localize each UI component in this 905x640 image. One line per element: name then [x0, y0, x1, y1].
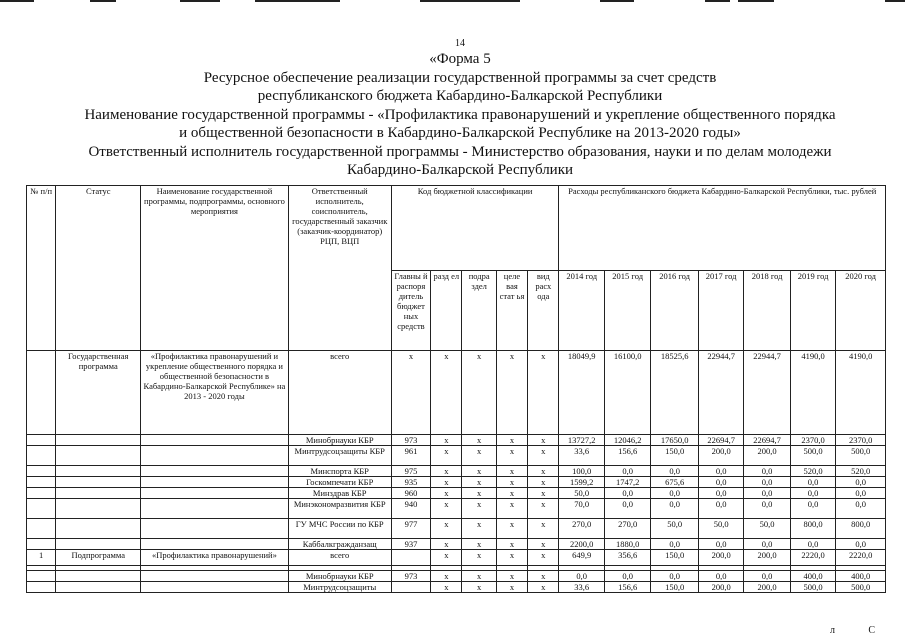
- cell-value: 200,0: [698, 550, 743, 566]
- cell-value: 12046,2: [604, 435, 650, 446]
- table-row: [27, 446, 886, 466]
- cell-executor: Госкомпечати КБР: [288, 477, 391, 488]
- cell-code: 961: [391, 446, 430, 466]
- cell-code: x: [462, 446, 496, 466]
- cell-executor: Каббалкгражданзащ: [288, 539, 391, 550]
- cell-name: [141, 477, 289, 488]
- cell-value: 270,0: [559, 519, 604, 539]
- cell-status: [56, 488, 141, 499]
- cell-value: 2370,0: [836, 435, 886, 446]
- col-header-code: целе вая стат ья: [496, 271, 527, 351]
- cell-value: 18049,9: [559, 351, 604, 435]
- cell-status: [56, 539, 141, 550]
- cell-executor: Минспорта КБР: [288, 466, 391, 477]
- cell-code: x: [496, 539, 527, 550]
- col-header-code: разд ел: [431, 271, 462, 351]
- cell-code: x: [496, 466, 527, 477]
- form-label: «Форма 5: [429, 51, 491, 67]
- cell-code: x: [462, 477, 496, 488]
- cell-code: x: [528, 571, 559, 582]
- cell-value: 0,0: [651, 499, 698, 519]
- cell-value: 2200,0: [559, 539, 604, 550]
- cell-code: x: [462, 582, 496, 593]
- cell-value: 649,9: [559, 550, 604, 566]
- cell-code: x: [462, 488, 496, 499]
- cell-executor: всего: [288, 550, 391, 566]
- cell-value: 50,0: [698, 519, 743, 539]
- cell-value: 22944,7: [744, 351, 790, 435]
- cell-value: 500,0: [836, 446, 886, 466]
- cell-value: 0,0: [836, 539, 886, 550]
- cell-name: [141, 582, 289, 593]
- cell-value: 0,0: [698, 571, 743, 582]
- cell-value: 1599,2: [559, 477, 604, 488]
- cell-value: 50,0: [744, 519, 790, 539]
- cell-name: [141, 435, 289, 446]
- cell-executor: Минобрнауки КБР: [288, 571, 391, 582]
- cell-value: 0,0: [790, 499, 835, 519]
- cell-code: x: [431, 582, 462, 593]
- document-heading: [0, 50, 905, 180]
- cell-value: 2220,0: [836, 550, 886, 566]
- cell-num: [27, 519, 56, 539]
- executor-line: Кабардино-Балкарской Республики: [346, 162, 574, 178]
- cell-code: 973: [391, 571, 430, 582]
- cell-value: 156,6: [604, 582, 650, 593]
- cell-value: 17650,0: [651, 435, 698, 446]
- cell-code: x: [431, 499, 462, 519]
- scan-edge-mark: [600, 0, 634, 2]
- cell-name: [141, 539, 289, 550]
- cell-num: [27, 499, 56, 519]
- table-row: [27, 351, 886, 435]
- cell-code: x: [528, 539, 559, 550]
- cell-value: 0,0: [651, 466, 698, 477]
- cell-code: x: [528, 477, 559, 488]
- cell-value: 150,0: [651, 582, 698, 593]
- cell-value: 0,0: [698, 499, 743, 519]
- cell-code: x: [431, 488, 462, 499]
- cell-code: x: [462, 519, 496, 539]
- cell-code: x: [431, 571, 462, 582]
- cell-code: x: [496, 571, 527, 582]
- cell-value: 4190,0: [790, 351, 835, 435]
- cell-code: x: [462, 466, 496, 477]
- table-row: [27, 539, 886, 550]
- cell-value: 0,0: [744, 539, 790, 550]
- cell-num: [27, 582, 56, 593]
- cell-code: x: [528, 435, 559, 446]
- table-row: [27, 571, 886, 582]
- cell-value: 356,6: [604, 550, 650, 566]
- cell-code: x: [431, 539, 462, 550]
- header-row: [27, 186, 886, 271]
- cell-value: 50,0: [559, 488, 604, 499]
- page-number: 14: [455, 38, 465, 49]
- cell-code: x: [462, 351, 496, 435]
- cell-value: 0,0: [698, 466, 743, 477]
- cell-num: [27, 571, 56, 582]
- cell-value: 0,0: [559, 571, 604, 582]
- cell-code: x: [528, 499, 559, 519]
- cell-name: «Профилактика правонарушений и укрепление общественного порядка и общественной безопасности в Кабардино-Балкарской Республике» на 2013 - 2020 годы: [141, 351, 289, 435]
- col-header-status: Статус: [56, 186, 141, 351]
- col-header-year: 2018 год: [744, 271, 790, 351]
- cell-value: 270,0: [604, 519, 650, 539]
- cell-value: 0,0: [744, 466, 790, 477]
- cell-code: 973: [391, 435, 430, 446]
- cell-value: 500,0: [790, 582, 835, 593]
- cell-code: x: [528, 351, 559, 435]
- table-row: [27, 488, 886, 499]
- cell-name: «Профилактика правонарушений»: [141, 550, 289, 566]
- cell-status: [56, 519, 141, 539]
- cell-code: x: [528, 582, 559, 593]
- col-header-year: 2019 год: [790, 271, 835, 351]
- cell-value: 0,0: [604, 488, 650, 499]
- table-row: [27, 550, 886, 566]
- executor-line: Ответственный исполнитель государственной программы - Министерство образования, науки и по делам молодежи: [88, 143, 832, 160]
- cell-executor: ГУ МЧС России по КБР: [288, 519, 391, 539]
- cell-value: 150,0: [651, 550, 698, 566]
- cell-name: [141, 466, 289, 477]
- cell-executor: Минобрнауки КБР: [288, 435, 391, 446]
- cell-code: x: [496, 519, 527, 539]
- cell-name: [141, 488, 289, 499]
- cell-code: x: [462, 571, 496, 582]
- col-header-expenses: Расходы республиканского бюджета Кабардино-Балкарской Республики, тыс. рублей: [559, 186, 886, 271]
- scan-edge-mark: [885, 0, 905, 2]
- cell-code: 937: [391, 539, 430, 550]
- cell-code: x: [528, 550, 559, 566]
- cell-value: 2220,0: [790, 550, 835, 566]
- cell-status: [56, 477, 141, 488]
- cell-value: 0,0: [836, 499, 886, 519]
- cell-executor: Минэкономразвития КБР: [288, 499, 391, 519]
- cell-value: 1747,2: [604, 477, 650, 488]
- cell-value: 2370,0: [790, 435, 835, 446]
- cell-value: 200,0: [744, 446, 790, 466]
- cell-value: 150,0: [651, 446, 698, 466]
- col-header-year: 2014 год: [559, 271, 604, 351]
- cell-code: x: [431, 351, 462, 435]
- cell-status: [56, 466, 141, 477]
- cell-value: 0,0: [604, 499, 650, 519]
- col-header-executor: Ответственный исполнитель, соисполнитель, государственный заказчик (заказчик-координатор) РЦП, ВЦП: [288, 186, 391, 351]
- cell-value: 0,0: [698, 477, 743, 488]
- cell-executor: Минтрудсоцзащиты КБР: [288, 446, 391, 466]
- cell-value: 100,0: [559, 466, 604, 477]
- table-row: [27, 582, 886, 593]
- cell-code: x: [391, 351, 430, 435]
- cell-executor: Минтрудсоцзащиты: [288, 582, 391, 593]
- cell-value: 0,0: [604, 466, 650, 477]
- cell-code: x: [431, 435, 462, 446]
- cell-value: 200,0: [744, 550, 790, 566]
- cell-code: 940: [391, 499, 430, 519]
- cell-code: x: [496, 435, 527, 446]
- cell-value: 33,6: [559, 446, 604, 466]
- cell-num: [27, 539, 56, 550]
- cell-name: [141, 499, 289, 519]
- cell-num: [27, 466, 56, 477]
- cell-code: x: [528, 446, 559, 466]
- cell-code: x: [462, 499, 496, 519]
- cell-value: 13727,2: [559, 435, 604, 446]
- col-header-year: 2020 год: [836, 271, 886, 351]
- col-header-year: 2017 год: [698, 271, 743, 351]
- cell-value: 18525,6: [651, 351, 698, 435]
- col-header-year: 2015 год: [604, 271, 650, 351]
- cell-value: 0,0: [836, 477, 886, 488]
- cell-name: [141, 446, 289, 466]
- cell-value: 0,0: [744, 571, 790, 582]
- cell-value: 0,0: [836, 488, 886, 499]
- cell-code: x: [431, 446, 462, 466]
- cell-code: x: [496, 550, 527, 566]
- cell-code: x: [462, 550, 496, 566]
- cell-status: Подпрограмма: [56, 550, 141, 566]
- cell-code: [391, 550, 430, 566]
- cell-code: x: [462, 435, 496, 446]
- cell-value: 1880,0: [604, 539, 650, 550]
- col-header-code: вид расх ода: [528, 271, 559, 351]
- scan-edge-mark: [705, 0, 730, 2]
- cell-value: 800,0: [836, 519, 886, 539]
- cell-status: [56, 499, 141, 519]
- cell-num: [27, 488, 56, 499]
- cell-value: 520,0: [836, 466, 886, 477]
- scan-edge-mark: [255, 0, 340, 2]
- cell-status: [56, 435, 141, 446]
- cell-value: 0,0: [651, 571, 698, 582]
- cell-code: x: [496, 477, 527, 488]
- cell-code: x: [462, 539, 496, 550]
- col-header-budget-code: Код бюджетной классификации: [391, 186, 559, 271]
- cell-value: 500,0: [790, 446, 835, 466]
- scan-edge-mark: [0, 0, 34, 2]
- cell-value: 4190,0: [836, 351, 886, 435]
- cell-value: 0,0: [790, 488, 835, 499]
- cell-code: x: [496, 499, 527, 519]
- cell-num: [27, 477, 56, 488]
- cell-value: 675,6: [651, 477, 698, 488]
- col-header-name: Наименование государственной программы, подпрограммы, основного мероприятия: [141, 186, 289, 351]
- cell-value: 50,0: [651, 519, 698, 539]
- cell-code: 975: [391, 466, 430, 477]
- cell-code: x: [528, 519, 559, 539]
- cell-code: x: [528, 466, 559, 477]
- scan-edge-mark: [180, 0, 220, 2]
- cell-status: Государственная программа: [56, 351, 141, 435]
- heading-line: Ресурсное обеспечение реализации государственной программы за счет средств: [203, 69, 717, 86]
- table-row: [27, 519, 886, 539]
- col-header-code: Главны й распоря дитель бюджет ных средств: [391, 271, 430, 351]
- program-name-line: и общественной безопасности в Кабардино-Балкарской Республике на 2013-2020 годы»: [179, 125, 741, 141]
- cell-value: 200,0: [744, 582, 790, 593]
- cell-value: 0,0: [744, 488, 790, 499]
- cell-value: 33,6: [559, 582, 604, 593]
- cell-value: 0,0: [651, 539, 698, 550]
- cell-code: x: [496, 351, 527, 435]
- cell-code: x: [528, 488, 559, 499]
- cell-value: 800,0: [790, 519, 835, 539]
- cell-code: 977: [391, 519, 430, 539]
- cell-code: 960: [391, 488, 430, 499]
- table-row: [27, 477, 886, 488]
- cell-value: 200,0: [698, 446, 743, 466]
- cell-code: 935: [391, 477, 430, 488]
- cell-value: 0,0: [604, 571, 650, 582]
- cell-value: 400,0: [790, 571, 835, 582]
- scan-edge-mark: [90, 0, 116, 2]
- cell-num: [27, 351, 56, 435]
- col-header-year: 2016 год: [651, 271, 698, 351]
- cell-value: 0,0: [744, 477, 790, 488]
- cell-code: x: [431, 477, 462, 488]
- cell-value: 0,0: [698, 488, 743, 499]
- cell-executor: Минздрав КБР: [288, 488, 391, 499]
- scan-edge-mark: [738, 0, 774, 2]
- cell-value: 0,0: [790, 539, 835, 550]
- cell-value: 22944,7: [698, 351, 743, 435]
- cell-value: 22694,7: [744, 435, 790, 446]
- cell-value: 0,0: [744, 499, 790, 519]
- table-row: [27, 466, 886, 477]
- cell-value: 520,0: [790, 466, 835, 477]
- cell-code: x: [431, 550, 462, 566]
- cell-value: 0,0: [790, 477, 835, 488]
- cell-value: 0,0: [698, 539, 743, 550]
- program-name-line: Наименование государственной программы - «Профилактика правонарушений и укрепление общественного порядка: [84, 106, 836, 123]
- corner-mark: С: [868, 625, 875, 636]
- heading-line: республиканского бюджета Кабардино-Балкарской Республики: [257, 88, 663, 104]
- cell-code: x: [431, 519, 462, 539]
- cell-code: x: [496, 582, 527, 593]
- cell-status: [56, 571, 141, 582]
- resource-table: [26, 185, 886, 593]
- cell-code: [391, 582, 430, 593]
- cell-status: [56, 582, 141, 593]
- cell-code: x: [496, 446, 527, 466]
- cell-value: 200,0: [698, 582, 743, 593]
- cell-executor: всего: [288, 351, 391, 435]
- col-header-code: подра здел: [462, 271, 496, 351]
- cell-value: 70,0: [559, 499, 604, 519]
- col-header-num: № п/п: [27, 186, 56, 351]
- cell-code: x: [431, 466, 462, 477]
- cell-name: [141, 519, 289, 539]
- cell-value: 16100,0: [604, 351, 650, 435]
- cell-value: 500,0: [836, 582, 886, 593]
- cell-num: [27, 435, 56, 446]
- cell-name: [141, 571, 289, 582]
- corner-mark: л: [830, 625, 835, 636]
- table-row: [27, 435, 886, 446]
- cell-value: 156,6: [604, 446, 650, 466]
- scan-edge-mark: [420, 0, 520, 2]
- cell-value: 22694,7: [698, 435, 743, 446]
- cell-value: 0,0: [651, 488, 698, 499]
- cell-value: 400,0: [836, 571, 886, 582]
- cell-status: [56, 446, 141, 466]
- table-row: [27, 499, 886, 519]
- cell-code: x: [496, 488, 527, 499]
- cell-num: 1: [27, 550, 56, 566]
- cell-num: [27, 446, 56, 466]
